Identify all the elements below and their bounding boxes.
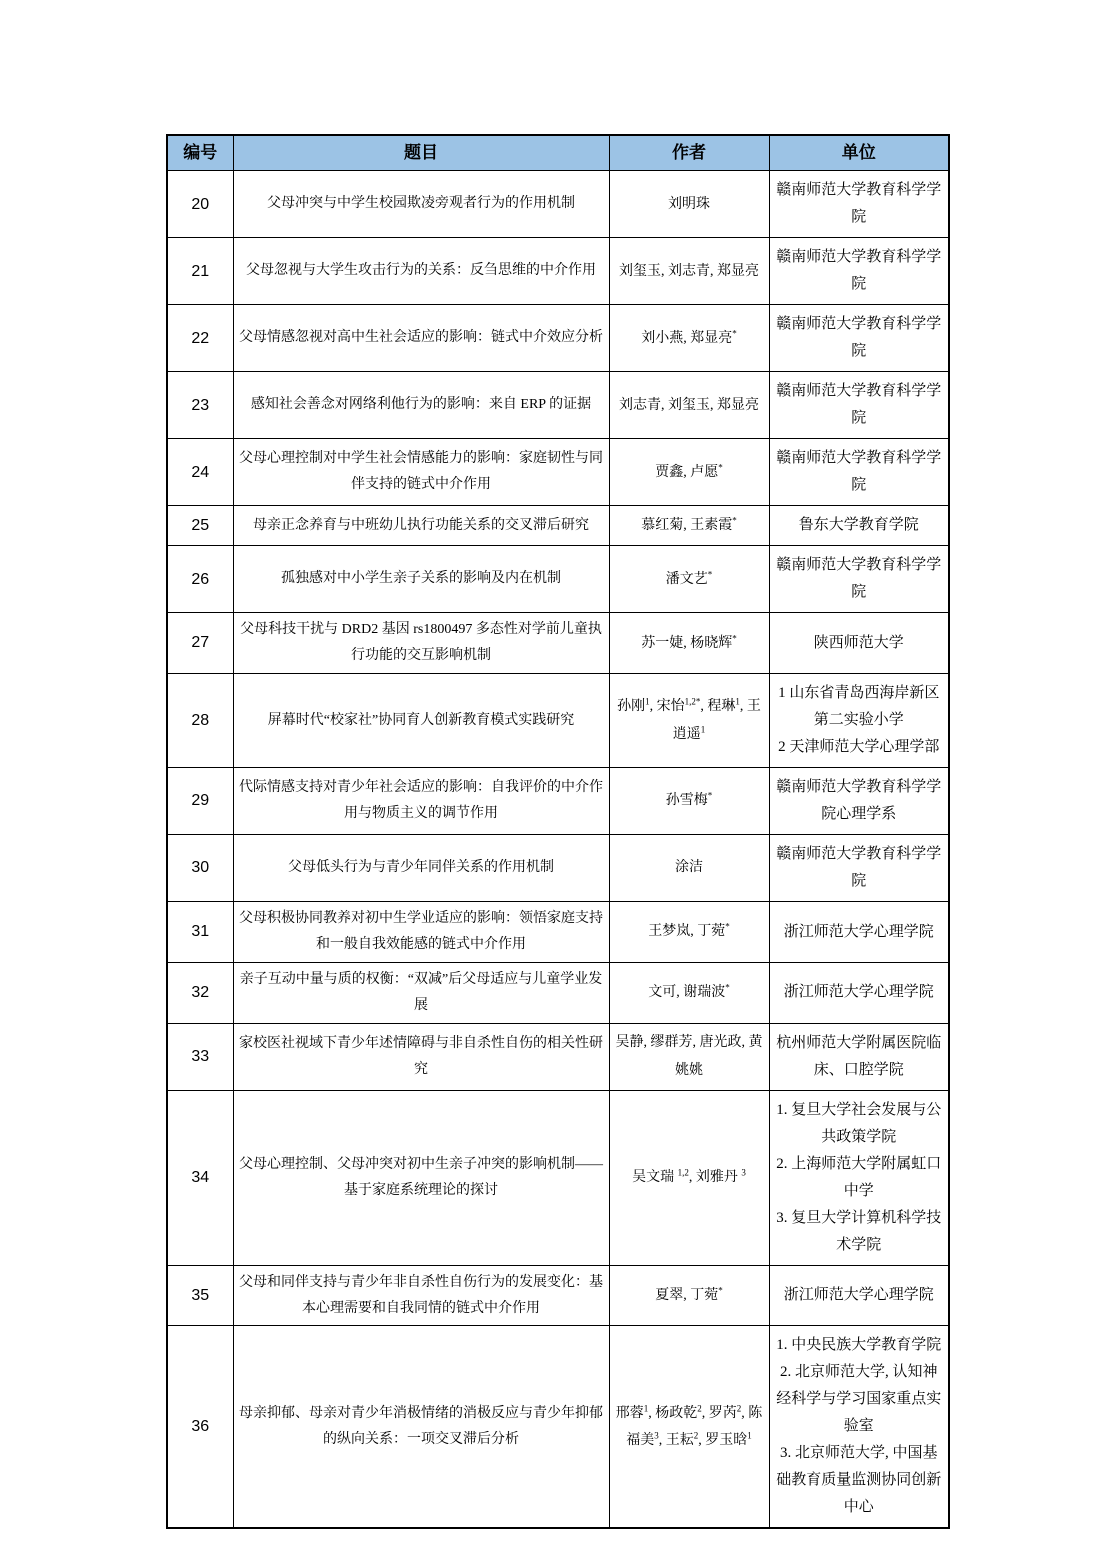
unit-line: 1 山东省青岛西海岸新区第二实验小学 bbox=[778, 685, 940, 729]
cell-title: 父母心理控制对中学生社会情感能力的影响：家庭韧性与同伴支持的链式中介作用 bbox=[233, 439, 609, 506]
cell-unit bbox=[769, 1265, 949, 1326]
unit-line: 2. 北京师范大学, 认知神经科学与学习国家重点实验室 bbox=[776, 1364, 942, 1435]
cell-title: 孤独感对中小学生亲子关系的影响及内在机制 bbox=[233, 546, 609, 613]
cell-number: 24 bbox=[167, 439, 233, 506]
unit-line: 鲁东大学教育学院 bbox=[798, 517, 919, 534]
cell-unit bbox=[769, 768, 949, 835]
cell-unit bbox=[769, 962, 949, 1023]
column-header-unit: 单位 bbox=[769, 135, 949, 171]
cell-title: 父母忽视与大学生攻击行为的关系：反刍思维的中介作用 bbox=[233, 238, 609, 305]
unit-line: 浙江师范大学心理学院 bbox=[783, 1287, 934, 1304]
cell-number: 36 bbox=[167, 1326, 233, 1529]
cell-unit bbox=[769, 546, 949, 613]
unit-line: 浙江师范大学心理学院 bbox=[783, 923, 934, 940]
cell-unit bbox=[769, 439, 949, 506]
cell-number: 27 bbox=[167, 613, 233, 674]
cell-number: 31 bbox=[167, 902, 233, 963]
cell-authors: 王梦岚, 丁菀* bbox=[609, 902, 769, 963]
cell-authors: 苏一婕, 杨晓辉* bbox=[609, 613, 769, 674]
cell-authors: 吴文瑞 $^{1,2}$, 刘雅丹 $^3$ bbox=[609, 1090, 769, 1265]
cell-number: 23 bbox=[167, 372, 233, 439]
unit-line: 赣南师范大学教育科学学院 bbox=[776, 846, 942, 890]
cell-unit bbox=[769, 1326, 949, 1529]
cell-authors: 夏翠, 丁菀* bbox=[609, 1265, 769, 1326]
cell-title: 感知社会善念对网络利他行为的影响：来自 ERP 的证据 bbox=[233, 372, 609, 439]
cell-authors: 邢蓉$^1$, 杨政乾$^2$, 罗芮$^2$, 陈福美$^3$, 王耘$^2$, 罗玉晗$^1$ bbox=[609, 1326, 769, 1529]
cell-unit bbox=[769, 835, 949, 902]
cell-authors: 慕红菊, 王素霞* bbox=[609, 506, 769, 546]
unit-line: 1. 中央民族大学教育学院 bbox=[776, 1337, 942, 1354]
cell-title: 家校医社视域下青少年述情障碍与非自杀性自伤的相关性研究 bbox=[233, 1023, 609, 1090]
cell-number: 33 bbox=[167, 1023, 233, 1090]
cell-authors: 刘明珠 bbox=[609, 171, 769, 238]
cell-number: 26 bbox=[167, 546, 233, 613]
header-row bbox=[167, 135, 949, 171]
table-row bbox=[167, 835, 949, 902]
cell-number: 20 bbox=[167, 171, 233, 238]
cell-number: 29 bbox=[167, 768, 233, 835]
cell-number: 21 bbox=[167, 238, 233, 305]
unit-line: 2. 上海师范大学附属虹口中学 bbox=[776, 1155, 942, 1199]
table-row bbox=[167, 171, 949, 238]
cell-unit bbox=[769, 674, 949, 768]
cell-unit bbox=[769, 506, 949, 546]
cell-number: 22 bbox=[167, 305, 233, 372]
cell-title: 代际情感支持对青少年社会适应的影响：自我评价的中介作用与物质主义的调节作用 bbox=[233, 768, 609, 835]
cell-authors: 文可, 谢瑞波* bbox=[609, 962, 769, 1023]
table-row bbox=[167, 238, 949, 305]
table-row bbox=[167, 1023, 949, 1090]
cell-unit bbox=[769, 1023, 949, 1090]
cell-authors: 刘志青, 刘玺玉, 郑显亮 bbox=[609, 372, 769, 439]
unit-line: 赣南师范大学教育科学学院 bbox=[776, 182, 942, 226]
cell-number: 30 bbox=[167, 835, 233, 902]
table-row bbox=[167, 1326, 949, 1529]
cell-authors: 孙雪梅* bbox=[609, 768, 769, 835]
unit-line: 赣南师范大学教育科学学院 bbox=[776, 249, 942, 293]
cell-title: 父母积极协同教养对初中生学业适应的影响：领悟家庭支持和一般自我效能感的链式中介作用 bbox=[233, 902, 609, 963]
table-row bbox=[167, 768, 949, 835]
cell-title: 屏幕时代“校家社”协同育人创新教育模式实践研究 bbox=[233, 674, 609, 768]
cell-title: 父母心理控制、父母冲突对初中生亲子冲突的影响机制——基于家庭系统理论的探讨 bbox=[233, 1090, 609, 1265]
table-row bbox=[167, 962, 949, 1023]
cell-unit bbox=[769, 1090, 949, 1265]
table-row bbox=[167, 1265, 949, 1326]
cell-number: 34 bbox=[167, 1090, 233, 1265]
cell-unit bbox=[769, 372, 949, 439]
table-row bbox=[167, 305, 949, 372]
cell-authors: 刘玺玉, 刘志青, 郑显亮 bbox=[609, 238, 769, 305]
cell-unit bbox=[769, 613, 949, 674]
unit-line: 3. 北京师范大学, 中国基础教育质量监测协同创新中心 bbox=[776, 1445, 942, 1516]
unit-line: 赣南师范大学教育科学学院 bbox=[776, 383, 942, 427]
cell-authors: 孙刚$^1$, 宋怡$^{1,2*}$, 程琳$^1$, 王逍遥$^1$ bbox=[609, 674, 769, 768]
unit-line: 2 天津师范大学心理学部 bbox=[778, 739, 940, 756]
cell-title: 母亲正念养育与中班幼儿执行功能关系的交叉滞后研究 bbox=[233, 506, 609, 546]
cell-title: 父母科技干扰与 DRD2 基因 rs1800497 多态性对学前儿童执行功能的交互影响机制 bbox=[233, 613, 609, 674]
table-row bbox=[167, 674, 949, 768]
table-row bbox=[167, 902, 949, 963]
cell-title: 父母低头行为与青少年同伴关系的作用机制 bbox=[233, 835, 609, 902]
table-row bbox=[167, 506, 949, 546]
unit-line: 杭州师范大学附属医院临床、口腔学院 bbox=[776, 1034, 942, 1078]
cell-number: 32 bbox=[167, 962, 233, 1023]
unit-line: 1. 复旦大学社会发展与公共政策学院 bbox=[776, 1101, 942, 1145]
cell-authors: 吴静, 缪群芳, 唐光政, 黄姚姚 bbox=[609, 1023, 769, 1090]
cell-unit bbox=[769, 902, 949, 963]
column-header-number: 编号 bbox=[167, 135, 233, 171]
unit-line: 浙江师范大学心理学院 bbox=[783, 984, 934, 1001]
papers-table bbox=[166, 134, 950, 1529]
column-header-authors: 作者 bbox=[609, 135, 769, 171]
unit-line: 赣南师范大学教育科学学院 bbox=[776, 557, 942, 601]
unit-line: 3. 复旦大学计算机科学技术学院 bbox=[776, 1209, 942, 1253]
cell-authors: 刘小燕, 郑显亮* bbox=[609, 305, 769, 372]
table-body bbox=[167, 171, 949, 1529]
table-row bbox=[167, 546, 949, 613]
cell-title: 父母冲突与中学生校园欺凌旁观者行为的作用机制 bbox=[233, 171, 609, 238]
cell-authors: 潘文艺* bbox=[609, 546, 769, 613]
table-row bbox=[167, 439, 949, 506]
cell-number: 28 bbox=[167, 674, 233, 768]
unit-line: 赣南师范大学教育科学学院 bbox=[776, 316, 942, 360]
table-row bbox=[167, 1090, 949, 1265]
table-row bbox=[167, 613, 949, 674]
cell-number: 25 bbox=[167, 506, 233, 546]
unit-line: 赣南师范大学教育科学学院 bbox=[776, 450, 942, 494]
cell-number: 35 bbox=[167, 1265, 233, 1326]
cell-unit bbox=[769, 305, 949, 372]
unit-line: 陕西师范大学 bbox=[813, 634, 904, 651]
column-header-title: 题目 bbox=[233, 135, 609, 171]
table-row bbox=[167, 372, 949, 439]
cell-title: 亲子互动中量与质的权衡：“双减”后父母适应与儿童学业发展 bbox=[233, 962, 609, 1023]
cell-authors: 贾鑫, 卢愿* bbox=[609, 439, 769, 506]
cell-title: 父母和同伴支持与青少年非自杀性自伤行为的发展变化：基本心理需要和自我同情的链式中介作用 bbox=[233, 1265, 609, 1326]
cell-unit bbox=[769, 238, 949, 305]
unit-line: 赣南师范大学教育科学学院心理学系 bbox=[776, 779, 942, 823]
cell-title: 母亲抑郁、母亲对青少年消极情绪的消极反应与青少年抑郁的纵向关系：一项交叉滞后分析 bbox=[233, 1326, 609, 1529]
cell-authors: 涂洁 bbox=[609, 835, 769, 902]
cell-title: 父母情感忽视对高中生社会适应的影响：链式中介效应分析 bbox=[233, 305, 609, 372]
cell-unit bbox=[769, 171, 949, 238]
table-header bbox=[167, 135, 949, 171]
